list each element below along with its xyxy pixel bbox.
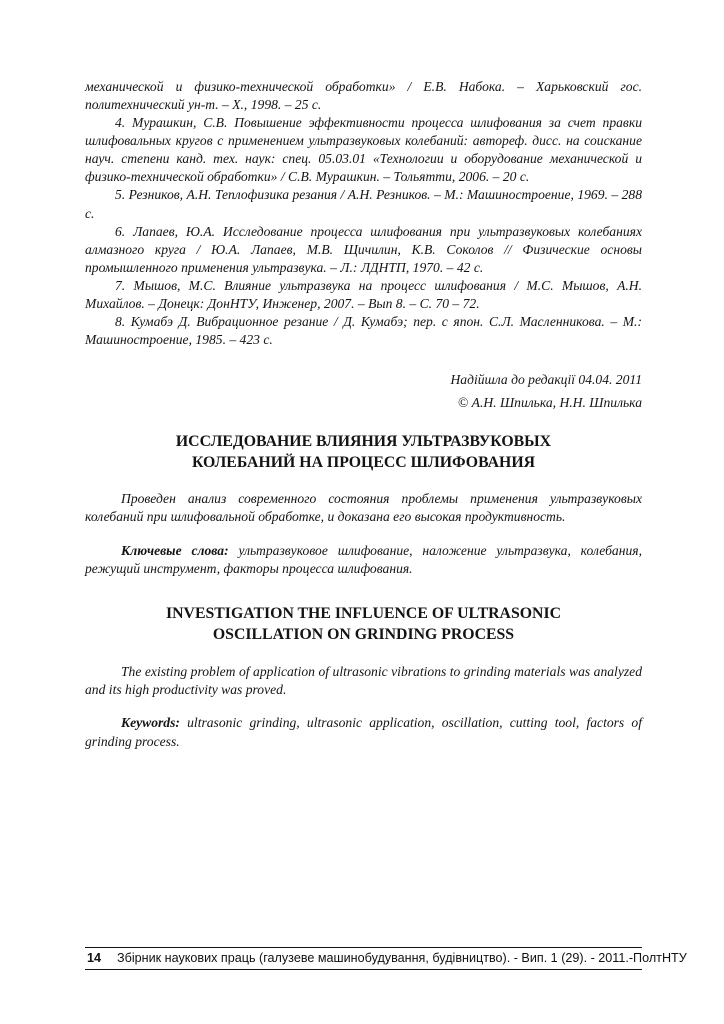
keywords-text-en: ultrasonic grinding, ultrasonic application, oscillation, cutting tool, factors of grinding process. — [85, 715, 642, 749]
copyright-line: © А.Н. Шпилька, Н.Н. Шпилька — [457, 394, 642, 410]
paper-title-ru — [85, 432, 642, 473]
keywords-label-en: Keywords: — [121, 715, 180, 731]
keywords-en — [85, 714, 642, 751]
reference-item-5: 5. Резников, А.Н. Теплофизика резания / А.Н. Резников. – М.: Машиностроение, 1969. – 288 с. — [85, 187, 642, 221]
reference-item-6: 6. Лапаев, Ю.А. Исследование процесса шлифования при ультразвуковых колебаниях алмазного круга / Ю.А. Лапаев, М.В. Щичилин, К.В. Соколов // Физические основы промышленного применения ультразвука. – Л.: ЛДНТП, 1970. – 42 с. — [85, 223, 642, 275]
reference-item-4: 4. Мурашкин, С.В. Повышение эффективности процесса шлифования за счет правки шлифовальных кругов с применением ультразвуковых колебаний: автореф. дисс. на соискание науч. степени канд. тех. наук: спец. 05.03.01 «Технологии и оборудование механической и физико-технической обработки» / С.В. Мурашкин. – Тольятти, 2006. – 20 с. — [85, 115, 642, 185]
abstract-en: The existing problem of application of ultrasonic vibrations to grinding materials was analyzed and its high productivity was proved. — [85, 663, 642, 697]
paper-title-en-line2: OSCILLATION ON GRINDING PROCESS — [212, 625, 515, 643]
received-date: Надійшла до редакції 04.04. 2011 — [450, 372, 642, 388]
paper-title-en-line1: INVESTIGATION THE INFLUENCE OF ULTRASONIC — [165, 605, 561, 623]
reference-item-continuation: механической и физико-технической обработки» / Е.В. Набока. – Харьковский гос. политехнический ун-т. – Х., 1998. – 25 с. — [85, 79, 642, 113]
paper-title-ru-line1: ИССЛЕДОВАНИЕ ВЛИЯНИЯ УЛЬТРАЗВУКОВЫХ — [175, 433, 552, 451]
keywords-ru — [85, 542, 642, 579]
reference-item-8: 8. Кумабэ Д. Вибрационное резание / Д. Кумабэ; пер. с япон. С.Л. Масленникова. – М.: Машиностроение, 1985. – 423 с. — [85, 314, 642, 348]
keywords-label-ru: Ключевые слова: — [121, 542, 229, 558]
reference-item-7: 7. Мышов, М.С. Влияние ультразвука на процесс шлифования / М.С. Мышов, А.Н. Михайлов. – Донецк: ДонНТУ, Инженер, 2007. – Вып 8. – С. 70 – 72. — [85, 277, 642, 311]
footer-text: Збірник наукових праць (галузеве машинобудування, будівництво). - Вип. 1 (29). - 2011.-ПолтНТУ — [117, 951, 687, 965]
page-number: 14 — [87, 951, 102, 965]
abstract-ru: Проведен анализ современного состояния проблемы применения ультразвуковых колебаний при шлифовальной обработке, и доказана его высокая продуктивность. — [85, 491, 642, 525]
submission-meta — [85, 369, 642, 414]
page-content — [85, 78, 642, 751]
paper-title-en — [85, 604, 642, 645]
keywords-text-ru: ультразвуковое шлифование, наложение ультразвука, колебания, режущий инструмент, факторы процесса шлифования. — [85, 542, 642, 577]
page-footer — [85, 947, 687, 970]
paper-title-ru-line2: КОЛЕБАНИЙ НА ПРОЦЕСС ШЛИФОВАНИЯ — [191, 453, 536, 471]
